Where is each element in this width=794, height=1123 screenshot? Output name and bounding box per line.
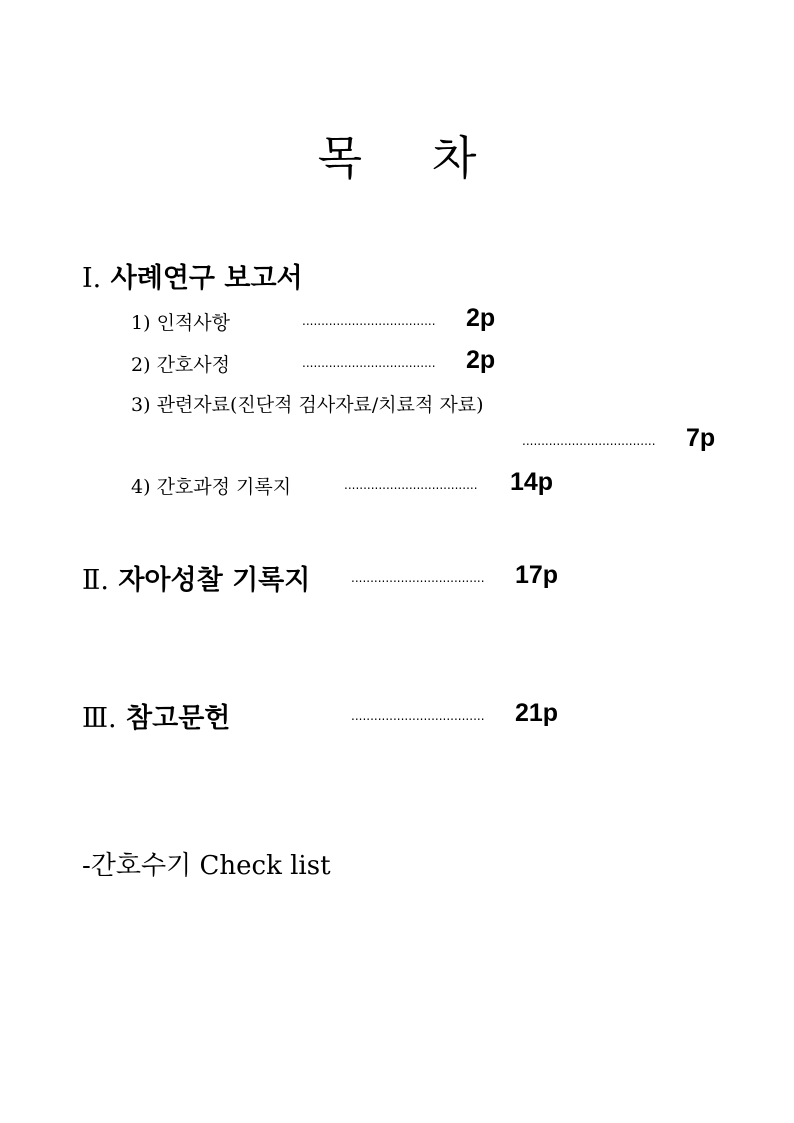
toc-item-number: 4) — [131, 476, 151, 498]
toc-item-label: 인적사항 — [156, 312, 230, 334]
toc-item-3 — [131, 390, 484, 417]
toc-item-1 — [131, 308, 230, 335]
title-part-2: 차 — [432, 131, 477, 185]
toc-leader-dots: ................................... — [344, 478, 478, 492]
title-part-1: 목 — [317, 131, 362, 185]
checklist-line: -간호수기 Check list — [82, 851, 331, 881]
toc-page-number: 7p — [686, 424, 716, 452]
toc-page-number: 2p — [466, 304, 496, 332]
section-3-heading — [82, 696, 230, 735]
section-3-numeral: Ⅲ. — [82, 703, 117, 734]
toc-leader-dots: ................................... — [522, 434, 656, 448]
section-2-label: 자아성찰 기록지 — [118, 565, 311, 596]
section-2-heading — [82, 558, 310, 597]
section-2-numeral: Ⅱ. — [82, 565, 109, 596]
toc-item-number: 2) — [131, 354, 151, 376]
section-3-label: 참고문헌 — [126, 703, 231, 734]
toc-item-4 — [131, 472, 291, 499]
toc-item-number: 1) — [131, 312, 151, 334]
section-1-heading — [82, 256, 303, 295]
toc-leader-dots: ................................... — [351, 709, 485, 723]
toc-item-label: 간호사정 — [156, 354, 230, 376]
toc-item-label: 간호과정 기록지 — [156, 476, 292, 498]
toc-leader-dots: ................................... — [302, 314, 436, 328]
toc-item-label: 관련자료(진단적 검사자료/치료적 자료) — [156, 394, 484, 416]
toc-page-number: 17p — [515, 561, 559, 589]
toc-item-2 — [131, 350, 230, 377]
toc-leader-dots: ................................... — [302, 356, 436, 370]
toc-item-number: 3) — [131, 394, 151, 416]
section-1-numeral: Ⅰ. — [82, 263, 102, 294]
toc-page-number: 21p — [515, 699, 559, 727]
toc-page-number: 2p — [466, 346, 496, 374]
toc-page-number: 14p — [510, 468, 554, 496]
section-1-label: 사례연구 보고서 — [110, 263, 303, 294]
page-title — [0, 122, 794, 188]
toc-leader-dots: ................................... — [351, 571, 485, 585]
